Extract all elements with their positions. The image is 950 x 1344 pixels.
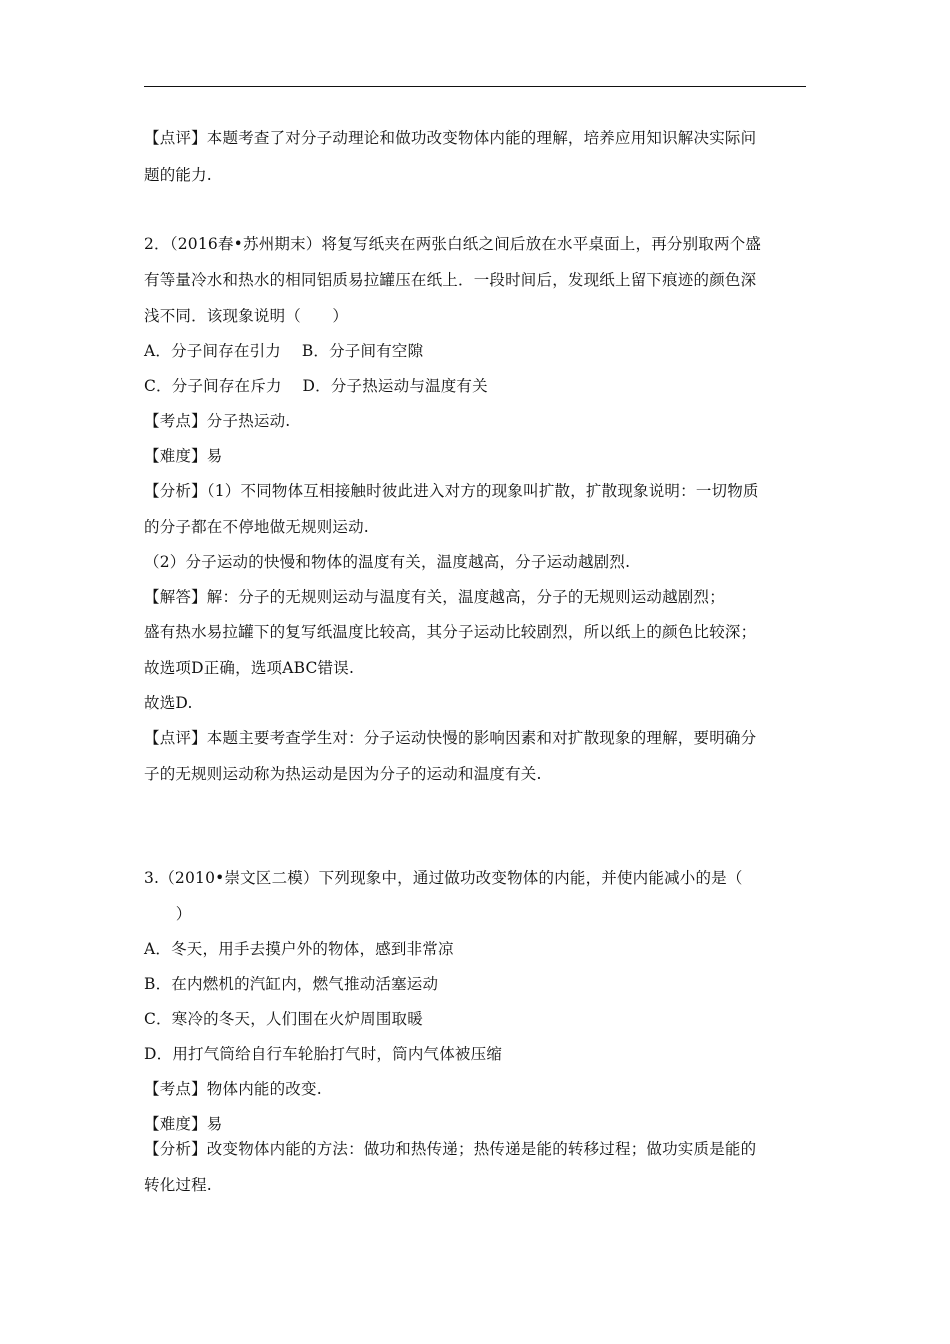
- q2-kaodian: 【考点】分子热运动.: [144, 412, 291, 430]
- q2-analysis-line-1: 【分析】（1）不同物体互相接触时彼此进入对方的现象叫扩散，扩散现象说明：一切物质: [144, 482, 759, 500]
- q3-option-b: B．在内燃机的汽缸内，燃气推动活塞运动: [144, 975, 439, 993]
- q1-comment-line-2: 题的能力.: [144, 166, 212, 184]
- q2-answer-line-2: 盛有热水易拉罐下的复写纸温度比较高，其分子运动比较剧烈，所以纸上的颜色比较深；: [144, 623, 757, 641]
- q2-comment-line-2: 子的无规则运动称为热运动是因为分子的运动和温度有关.: [144, 765, 542, 783]
- q3-analysis-line-2: 转化过程.: [144, 1176, 212, 1194]
- q3-option-c: C．寒冷的冬天，人们围在火炉周围取暖: [144, 1010, 423, 1028]
- q3-option-d: D．用打气筒给自行车轮胎打气时，筒内气体被压缩: [144, 1045, 503, 1063]
- q2-stem-line-1: 2．（2016春•苏州期末）将复写纸夹在两张白纸之间后放在水平桌面上，再分别取两个盛: [144, 235, 762, 253]
- q3-kaodian: 【考点】物体内能的改变.: [144, 1080, 322, 1098]
- q2-comment-line-1: 【点评】本题主要考查学生对：分子运动快慢的影响因素和对扩散现象的理解，要明确分: [144, 729, 757, 747]
- q1-comment-line-1: 【点评】本题考查了对分子动理论和做功改变物体内能的理解，培养应用知识解决实际问: [144, 129, 757, 147]
- q2-stem-line-2: 有等量冷水和热水的相同铝质易拉罐压在纸上．一段时间后，发现纸上留下痕迹的颜色深: [144, 271, 757, 289]
- q2-answer-line-1: 【解答】解：分子的无规则运动与温度有关，温度越高，分子的无规则运动越剧烈；: [144, 588, 725, 606]
- q2-stem-line-3: 浅不同．该现象说明（ ）: [144, 307, 349, 325]
- q2-answer-line-3: 故选项D正确，选项ABC错误.: [144, 659, 355, 677]
- q2-analysis-line-2: 的分子都在不停地做无规则运动.: [144, 518, 369, 536]
- q3-analysis-line-1: 【分析】改变物体内能的方法：做功和热传递；热传递是能的转移过程；做功实质是能的: [144, 1140, 757, 1158]
- header-rule: [144, 86, 806, 87]
- q2-difficulty: 【难度】易: [144, 447, 223, 465]
- q2-analysis-line-3: （2）分子运动的快慢和物体的温度有关，温度越高，分子运动越剧烈.: [144, 553, 631, 571]
- q2-options-ab: A．分子间存在引力 B．分子间有空隙: [144, 342, 424, 360]
- q3-difficulty: 【难度】易: [144, 1115, 223, 1133]
- q3-stem-line-1: 3.（2010•崇文区二模）下列现象中，通过做功改变物体的内能，并使内能减小的是（: [144, 869, 743, 887]
- q3-stem-line-2: ）: [160, 905, 192, 923]
- q3-option-a: A．冬天，用手去摸户外的物体，感到非常凉: [144, 940, 454, 958]
- q2-choice: 故选D.: [144, 694, 193, 712]
- q2-options-cd: C．分子间存在斥力 D．分子热运动与温度有关: [144, 377, 488, 395]
